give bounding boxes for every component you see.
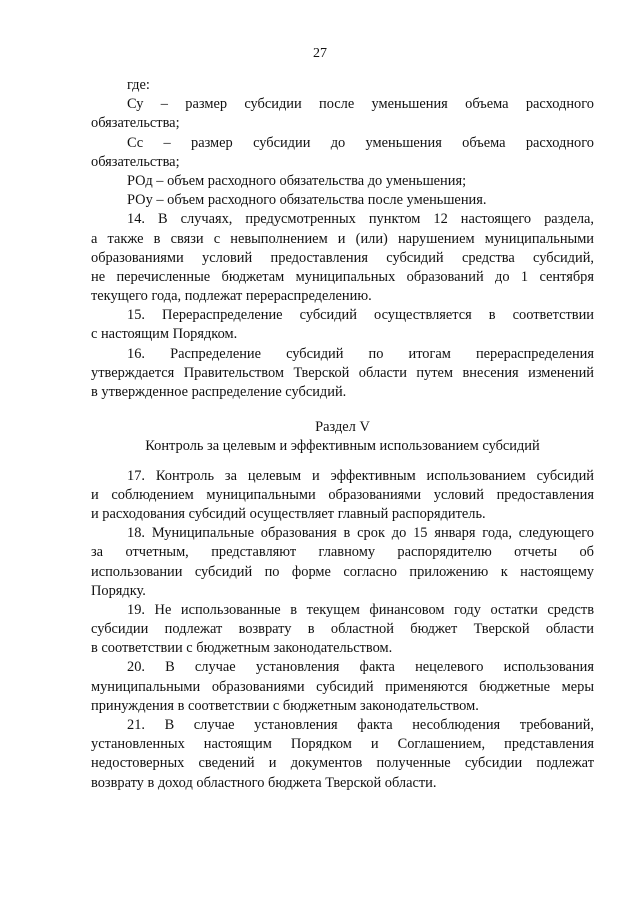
text-line: 19. Не использованные в текущем финансовом году остатки средств <box>127 601 594 618</box>
text-line: за отчетным, представляют главному распорядителю отчеты об <box>91 544 594 561</box>
section-subtitle: Контроль за целевым и эффективным использованием субсидий <box>145 438 540 455</box>
section-title: Раздел V <box>315 419 370 436</box>
text-line: субсидии подлежат возврату в областной бюджет Тверской области <box>91 621 594 638</box>
text-line: Порядку. <box>91 582 146 599</box>
text-line: установленных настоящим Порядком и Соглашением, представления <box>91 736 594 753</box>
text-line: и соблюдением муниципальными образованиями условий предоставления <box>91 486 594 503</box>
text-line: в соответствии с бюджетным законодательством. <box>91 640 393 657</box>
text-line: 15. Перераспределение субсидий осуществляется в соответствии <box>127 307 594 324</box>
text-line: текущего года, подлежат перераспределению. <box>91 288 372 305</box>
text-line: 14. В случаях, предусмотренных пунктом 12 настоящего раздела, <box>127 211 594 228</box>
text-line: 18. Муниципальные образования в срок до 15 января года, следующего <box>127 525 594 542</box>
page-number: 27 <box>313 46 327 61</box>
text-line: Сс – размер субсидии до уменьшения объема расходного <box>127 134 594 151</box>
text-line: образованиями условий предоставления субсидий средства субсидий, <box>91 249 594 266</box>
text-line: обязательства; <box>91 115 180 132</box>
text-line: не перечисленные бюджетам муниципальных образований до 1 сентября <box>91 268 594 285</box>
text-line: муниципальными образованиями субсидий применяются бюджетные меры <box>91 678 594 695</box>
text-line: с настоящим Порядком. <box>91 326 238 343</box>
text-line: а также в связи с невыполнением и (или) нарушением муниципальными <box>91 230 594 247</box>
text-line: принуждения в соответствии с бюджетным законодательством. <box>91 697 479 714</box>
spacer <box>91 402 594 418</box>
text-line: 16. Распределение субсидий по итогам перераспределения <box>127 345 594 362</box>
text-line: обязательства; <box>91 153 180 170</box>
text-line: 17. Контроль за целевым и эффективным использованием субсидий <box>127 467 594 484</box>
text-line: утверждается Правительством Тверской области путем внесения изменений <box>91 364 594 381</box>
text-line: 21. В случае установления факта несоблюдения требований, <box>127 717 594 733</box>
text-line: использовании субсидий по форме согласно приложению к настоящему <box>91 563 594 580</box>
document-body <box>91 76 594 793</box>
text-line: РОд – объем расходного обязательства до уменьшения; <box>127 172 467 189</box>
text-line: РОу – объем расходного обязательства после уменьшения. <box>127 192 487 209</box>
text-line: 20. В случае установления факта нецелевого использования <box>127 659 594 676</box>
spacer <box>91 457 594 467</box>
text-line: Су – размер субсидии после уменьшения объема расходного <box>127 96 594 113</box>
text-line: в утвержденное распределение субсидий. <box>91 384 347 400</box>
text-line: и расходования субсидий осуществляет главный распорядитель. <box>91 505 486 522</box>
text-line: возврату в доход областного бюджета Тверской области. <box>91 774 437 791</box>
text-line: где: <box>127 77 150 93</box>
text-line: недостоверных сведений и документов полученные субсидии подлежат <box>91 755 594 772</box>
